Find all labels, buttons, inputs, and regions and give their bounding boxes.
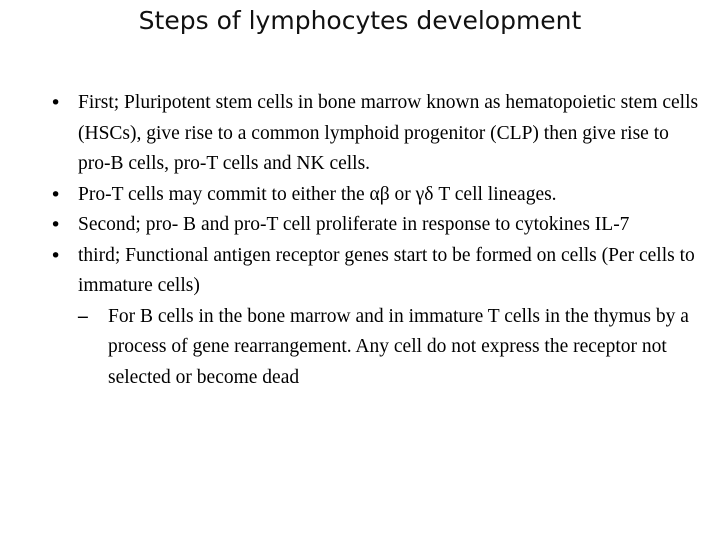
bullet-marker: • [50, 183, 62, 206]
sub-bullet-list [78, 302, 700, 394]
slide-title: Steps of lymphocytes development [138, 6, 582, 35]
bullet-marker: • [50, 244, 62, 267]
dash-marker: – [78, 305, 88, 327]
sub-bullet-item [78, 302, 700, 394]
bullet-marker: • [50, 214, 62, 236]
bullet-list [50, 88, 700, 393]
bullet-text: third; Functional antigen receptor genes start to be formed on cells (Per cells to immature cells) [78, 244, 695, 296]
bullet-item-second [50, 210, 700, 241]
bullet-item-pro-t [50, 180, 700, 211]
sub-bullet-text: For B cells in the bone marrow and in immature T cells in the thymus by a process of gene rearrangement. Any cell do not express the receptor not selected or become dead [108, 305, 689, 388]
bullet-text: Second; pro- B and pro-T cell proliferate in response to cytokines IL-7 [78, 214, 630, 235]
bullet-item-first [50, 88, 700, 180]
bullet-text: First; Pluripotent stem cells in bone marrow known as hematopoietic stem cells (HSCs), give rise to a common lymphoid progenitor (CLP) then give rise to pro-B cells, pro-T cells and NK cells. [78, 92, 699, 174]
bullet-text: Pro-T cells may commit to either the αβ or γδ T cell lineages. [78, 183, 557, 205]
bullet-item-third [50, 241, 700, 394]
bullet-marker: • [50, 92, 62, 114]
